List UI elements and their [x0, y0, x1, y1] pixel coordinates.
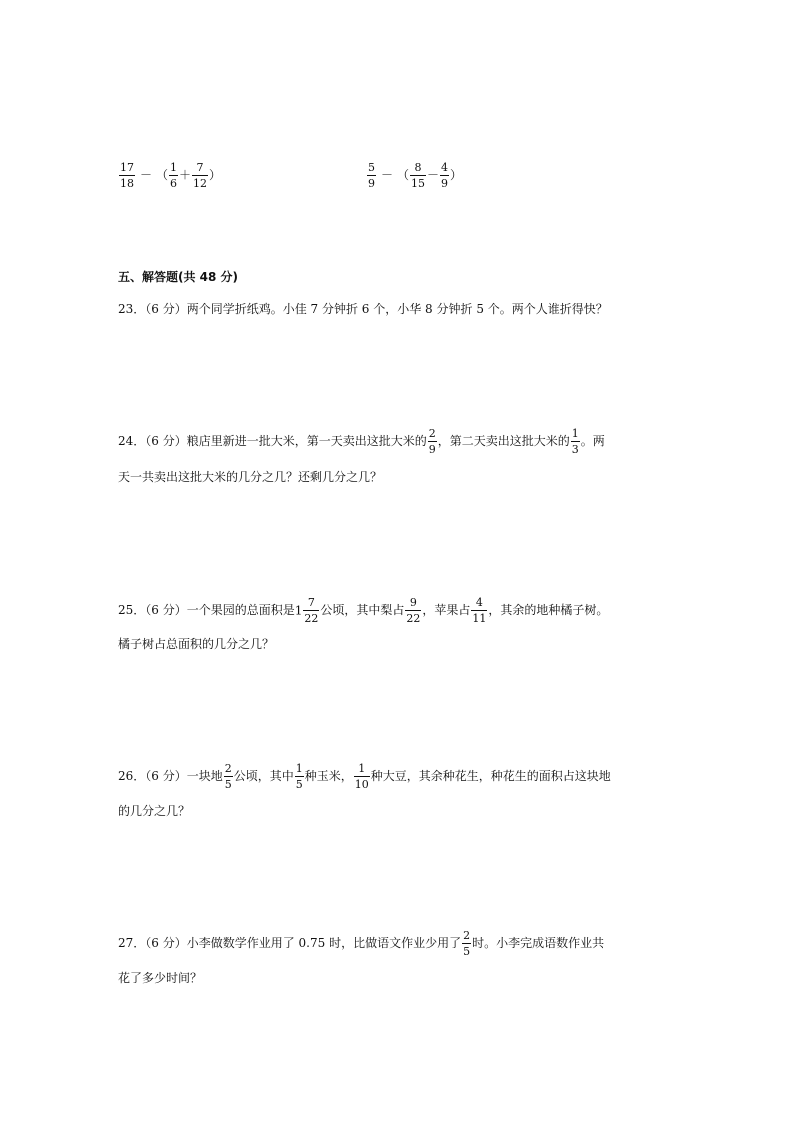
fraction: $\frac{4}{9}$: [441, 161, 449, 190]
fraction: $\frac{2}{5}$: [463, 929, 471, 958]
question-24-line-1: 24．（6 分）粮店里新进一批大米，第一天卖出这批大米的 $\frac{2}{9}$ ，第二天卖出这批大米的 $\frac{1}{3}$ 。两: [118, 427, 605, 456]
question-25-line-1: 25．（6 分）一个果园的总面积是1 $\frac{7}{22}$ 公顷，其中梨占 $\frac{9}{22}$ ，苹果占 $\frac{4}{11}$ ，其余的地种橘子树。: [118, 596, 609, 625]
fraction: $\frac{9}{22}$: [406, 596, 421, 625]
mixed-number: 1 $\frac{7}{22}$: [294, 596, 319, 625]
operator: －: [140, 168, 153, 182]
fraction: $\frac{1}{10}$: [354, 762, 369, 791]
question-27-line-2: 花了多少时间？: [118, 971, 203, 985]
operator: ＋: [179, 168, 192, 182]
question-24-line-2: 天一共卖出这批大米的几分之几？还剩几分之几？: [118, 470, 383, 484]
fraction: $\frac{2}{5}$: [224, 762, 232, 791]
fraction: $\frac{7}{12}$: [193, 161, 208, 190]
question-23: 23．（6 分）两个同学折纸鸡。小佳 7 分钟折 6 个，小华 8 分钟折 5 个。两个人谁折得快？: [118, 302, 608, 316]
section-title: 五、解答题(共 48 分): [118, 270, 239, 284]
paren-open: （: [156, 168, 169, 182]
fraction: $\frac{5}{9}$: [368, 161, 375, 190]
paren-close: ）: [450, 168, 463, 182]
expression-2: [366, 162, 462, 189]
fraction: $\frac{8}{15}$: [411, 161, 426, 190]
expression-1: [118, 162, 221, 189]
fraction: $\frac{1}{6}$: [170, 161, 178, 190]
fraction: $\frac{1}{5}$: [295, 762, 303, 791]
question-25-line-2: 橘子树占总面积的几分之几？: [118, 637, 275, 651]
fraction: $\frac{17}{18}$: [120, 161, 134, 190]
paren-close: ）: [209, 168, 222, 182]
fraction: $\frac{2}{9}$: [428, 427, 436, 456]
fraction: $\frac{1}{3}$: [571, 427, 579, 456]
operator: －: [381, 168, 394, 182]
question-27-line-1: 27．（6 分）小李做数学作业用了 0.75 时，比做语文作业少用了 $\frac{2}{5}$ 时。小李完成语数作业共: [118, 929, 605, 958]
question-26-line-2: 的几分之几？: [118, 804, 191, 818]
paren-open: （: [397, 168, 410, 182]
fraction: $\frac{4}{11}$: [472, 596, 487, 625]
operator: －: [427, 168, 440, 182]
question-26-line-1: 26．（6 分）一块地 $\frac{2}{5}$ 公顷，其中 $\frac{1}{5}$ 种玉米， $\frac{1}{10}$ 种大豆，其余种花生，种花生的面积占这块地: [118, 762, 611, 791]
